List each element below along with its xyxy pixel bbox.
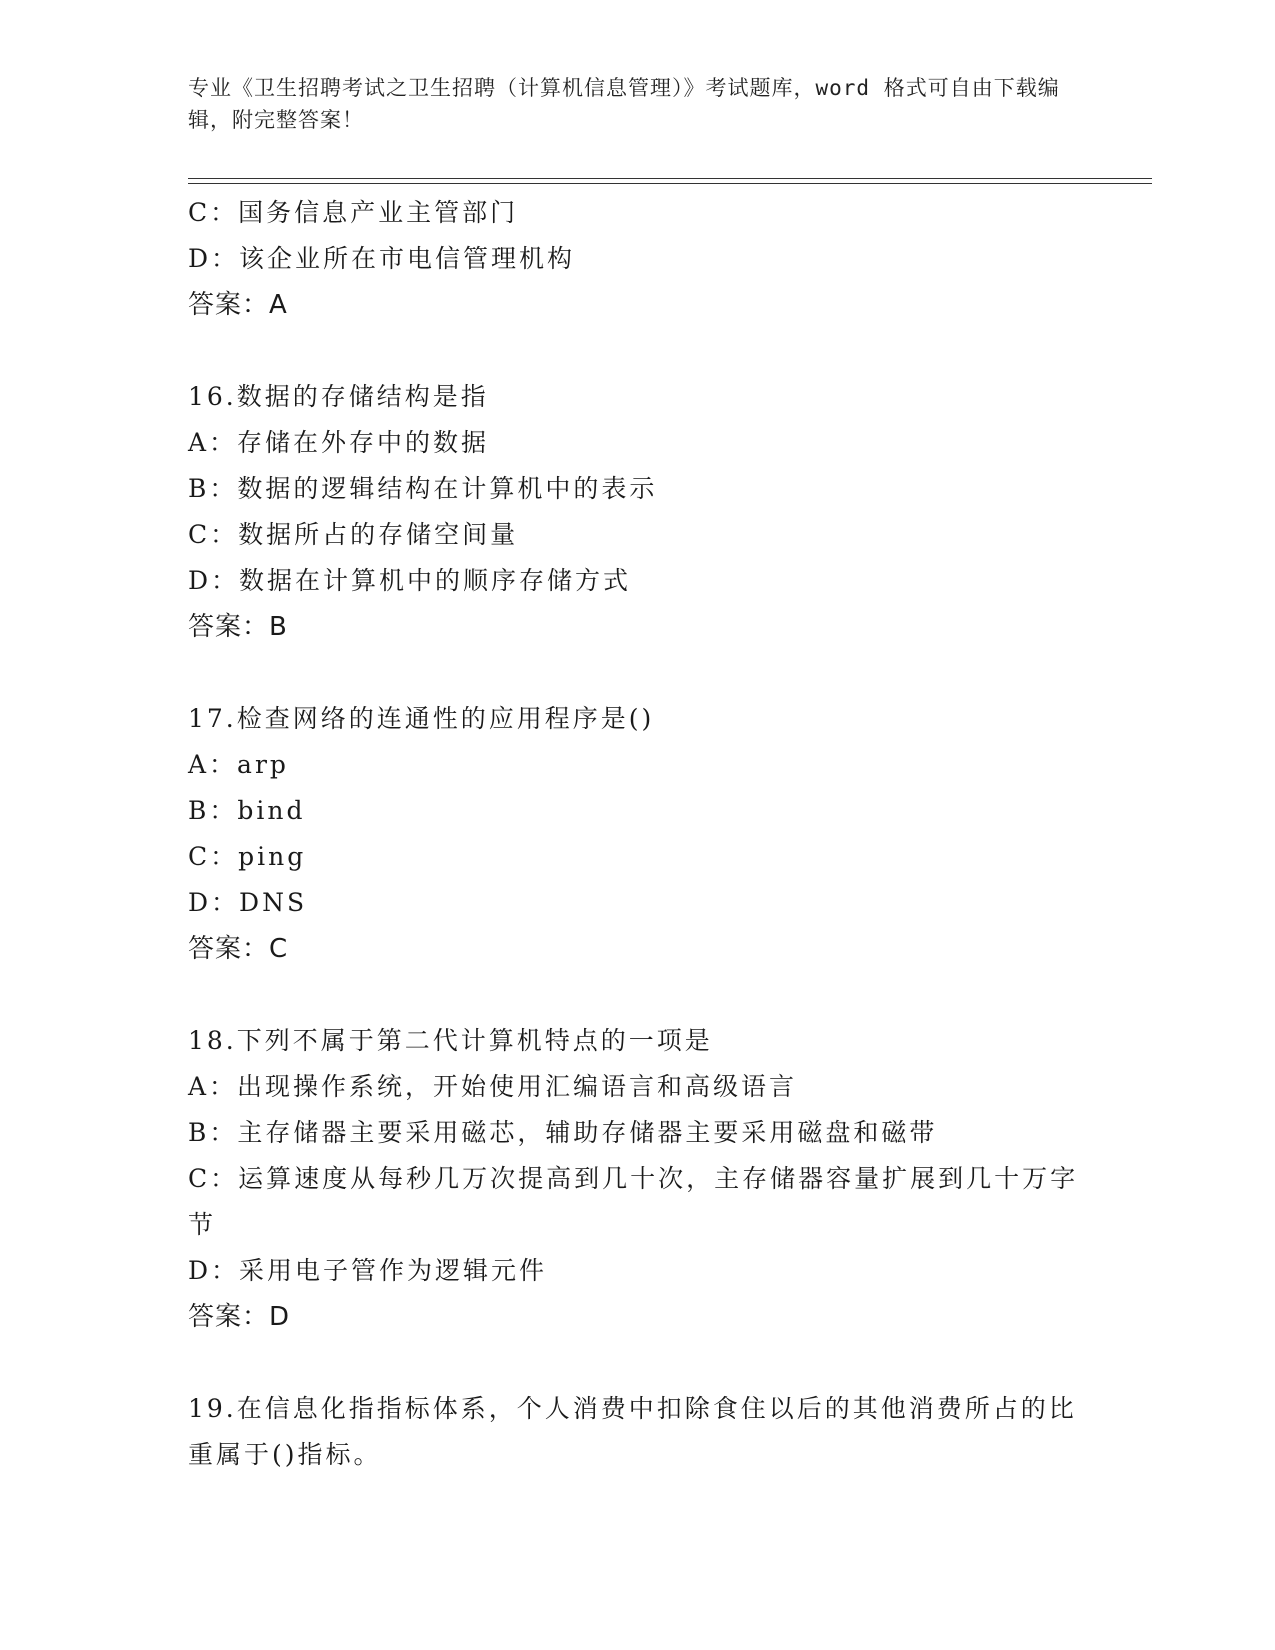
option-d: D：采用电子管作为逻辑元件 xyxy=(188,1256,548,1285)
option-d: D：该企业所在市电信管理机构 xyxy=(188,244,576,273)
option-a: A：存储在外存中的数据 xyxy=(188,428,490,457)
question-stem: 18.下列不属于第二代计算机特点的一项是 xyxy=(188,1026,713,1055)
option-c: C：运算速度从每秒几万次提高到几十次，主存储器容量扩展到几十万字节 xyxy=(188,1164,1079,1239)
answer: 答案：B xyxy=(188,612,288,642)
option-b: B：bind xyxy=(188,796,306,825)
option-a: A：出现操作系统，开始使用汇编语言和高级语言 xyxy=(188,1072,798,1101)
document-header: 专业《卫生招聘考试之卫生招聘（计算机信息管理）》考试题库，word 格式可自由下载编辑，附完整答案！ xyxy=(188,76,1060,132)
question-stem: 19.在信息化指指标体系，个人消费中扣除食住以后的其他消费所占的比重属于()指标。 xyxy=(188,1394,1077,1469)
header-rule-top xyxy=(188,178,1152,179)
answer: 答案：A xyxy=(188,290,288,320)
option-d: D：数据在计算机中的顺序存储方式 xyxy=(188,566,632,595)
option-b: B：主存储器主要采用磁芯，辅助存储器主要采用磁盘和磁带 xyxy=(188,1118,938,1147)
question-list xyxy=(188,190,1088,1478)
question-stem: 16.数据的存储结构是指 xyxy=(188,382,489,411)
option-c: C：ping xyxy=(188,842,307,871)
option-c: C：国务信息产业主管部门 xyxy=(188,198,519,227)
option-a: A：arp xyxy=(188,750,289,779)
question-stem: 17.检查网络的连通性的应用程序是() xyxy=(188,704,655,733)
option-d: D：DNS xyxy=(188,888,308,917)
option-c: C：数据所占的存储空间量 xyxy=(188,520,519,549)
option-b: B：数据的逻辑结构在计算机中的表示 xyxy=(188,474,658,503)
answer: 答案：D xyxy=(188,1302,291,1332)
answer: 答案：C xyxy=(188,934,289,964)
header-rule-bottom xyxy=(188,183,1152,184)
